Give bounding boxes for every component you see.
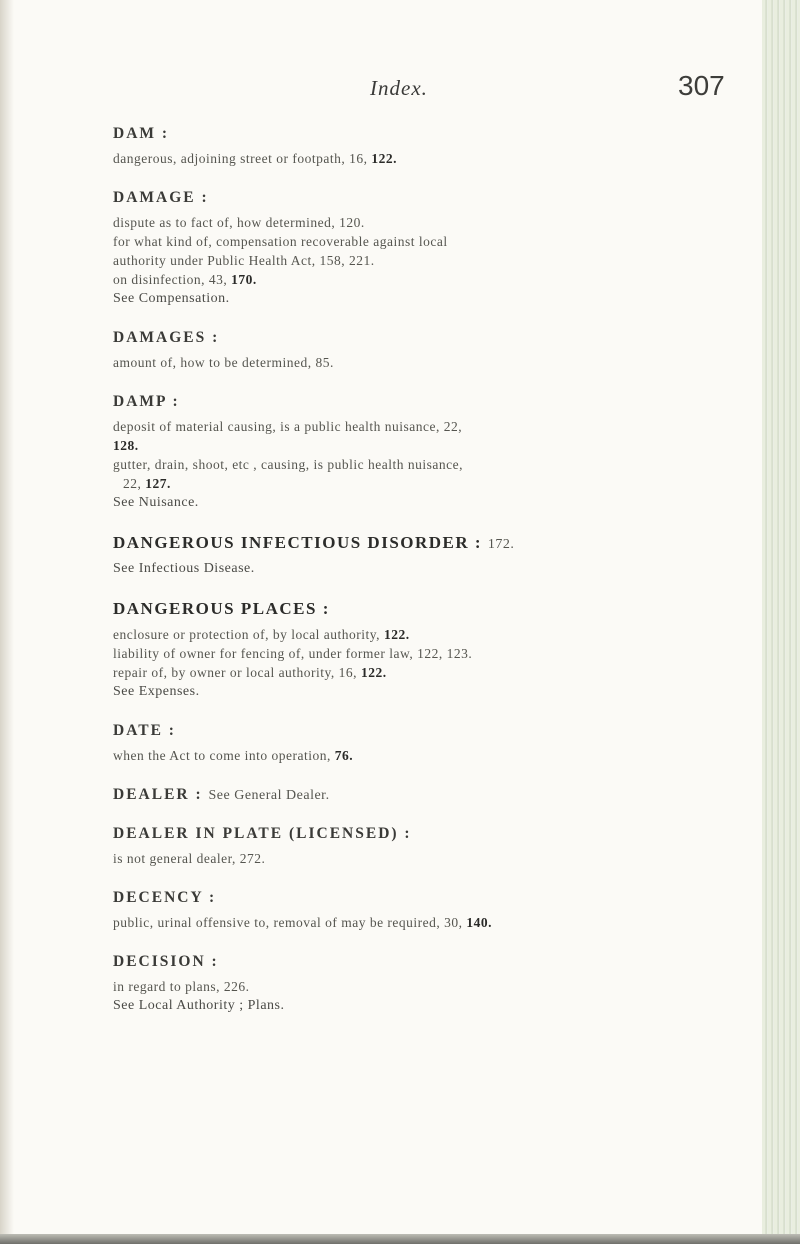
- entry-line: 22, 127.: [123, 476, 171, 491]
- page-edge: [762, 0, 800, 1244]
- entry-line: is not general dealer, 272.: [113, 851, 266, 866]
- entry-line: 128.: [113, 438, 139, 453]
- index-entry-dangerous-infectious-disorder: [113, 533, 753, 578]
- entry-heading: DANGEROUS INFECTIOUS DISORDER : 172.: [113, 533, 515, 552]
- index-entry-decision: [113, 953, 753, 1015]
- entry-heading: DECISION :: [113, 953, 219, 970]
- entry-line: repair of, by owner or local authority, 16, 122.: [113, 665, 387, 680]
- entry-heading: DAM :: [113, 125, 170, 142]
- entry-heading: DEALER : See General Dealer.: [113, 786, 330, 803]
- index-entry-damage: [113, 189, 753, 308]
- index-entry-dealer-in-plate: [113, 825, 753, 868]
- entry-line: amount of, how to be determined, 85.: [113, 355, 334, 370]
- page-bottom-edge: [0, 1234, 800, 1244]
- cross-reference: See Expenses.: [113, 684, 200, 699]
- index-entry-damages: [113, 329, 753, 372]
- entry-line: dangerous, adjoining street or footpath, 16, 122.: [113, 151, 397, 166]
- running-title: Index.: [370, 76, 428, 100]
- cross-reference: See Local Authority ; Plans.: [113, 998, 285, 1013]
- cross-reference: See Infectious Disease.: [113, 561, 255, 576]
- index-entry-damp: [113, 393, 753, 512]
- entry-line: on disinfection, 43, 170.: [113, 272, 257, 287]
- entry-heading: DAMAGE :: [113, 189, 209, 206]
- index-entry-dangerous-places: [113, 599, 753, 701]
- entry-line: dispute as to fact of, how determined, 120.: [113, 215, 365, 230]
- entry-heading: DATE :: [113, 722, 176, 739]
- entry-line: public, urinal offensive to, removal of may be required, 30, 140.: [113, 915, 493, 930]
- entry-heading: DECENCY :: [113, 889, 217, 906]
- entry-heading: DEALER IN PLATE (LICENSED) :: [113, 825, 412, 842]
- page-gutter-shadow: [0, 0, 14, 1244]
- cross-reference: See Nuisance.: [113, 495, 199, 510]
- entry-line: enclosure or protection of, by local authority, 122.: [113, 627, 410, 642]
- entry-line: in regard to plans, 226.: [113, 979, 250, 994]
- entry-line: when the Act to come into operation, 76.: [113, 748, 354, 763]
- entry-line: deposit of material causing, is a public health nuisance, 22,: [113, 419, 463, 434]
- page-number: 307: [678, 70, 725, 101]
- index-entry-dam: [113, 125, 753, 168]
- entry-heading: DAMP :: [113, 393, 180, 410]
- entry-line: liability of owner for fencing of, under former law, 122, 123.: [113, 646, 473, 661]
- page-header: [0, 70, 800, 110]
- entry-line: gutter, drain, shoot, etc , causing, is public health nuisance,: [113, 457, 464, 472]
- entry-heading: DANGEROUS PLACES :: [113, 599, 330, 618]
- entry-line: for what kind of, compensation recoverable against local: [113, 234, 448, 249]
- index-entries: [113, 125, 753, 1036]
- entry-heading: DAMAGES :: [113, 329, 220, 346]
- index-entry-dealer: [113, 786, 753, 804]
- cross-reference: See Compensation.: [113, 291, 230, 306]
- index-entry-decency: [113, 889, 753, 932]
- entry-line: authority under Public Health Act, 158, 221.: [113, 253, 375, 268]
- index-entry-date: [113, 722, 753, 765]
